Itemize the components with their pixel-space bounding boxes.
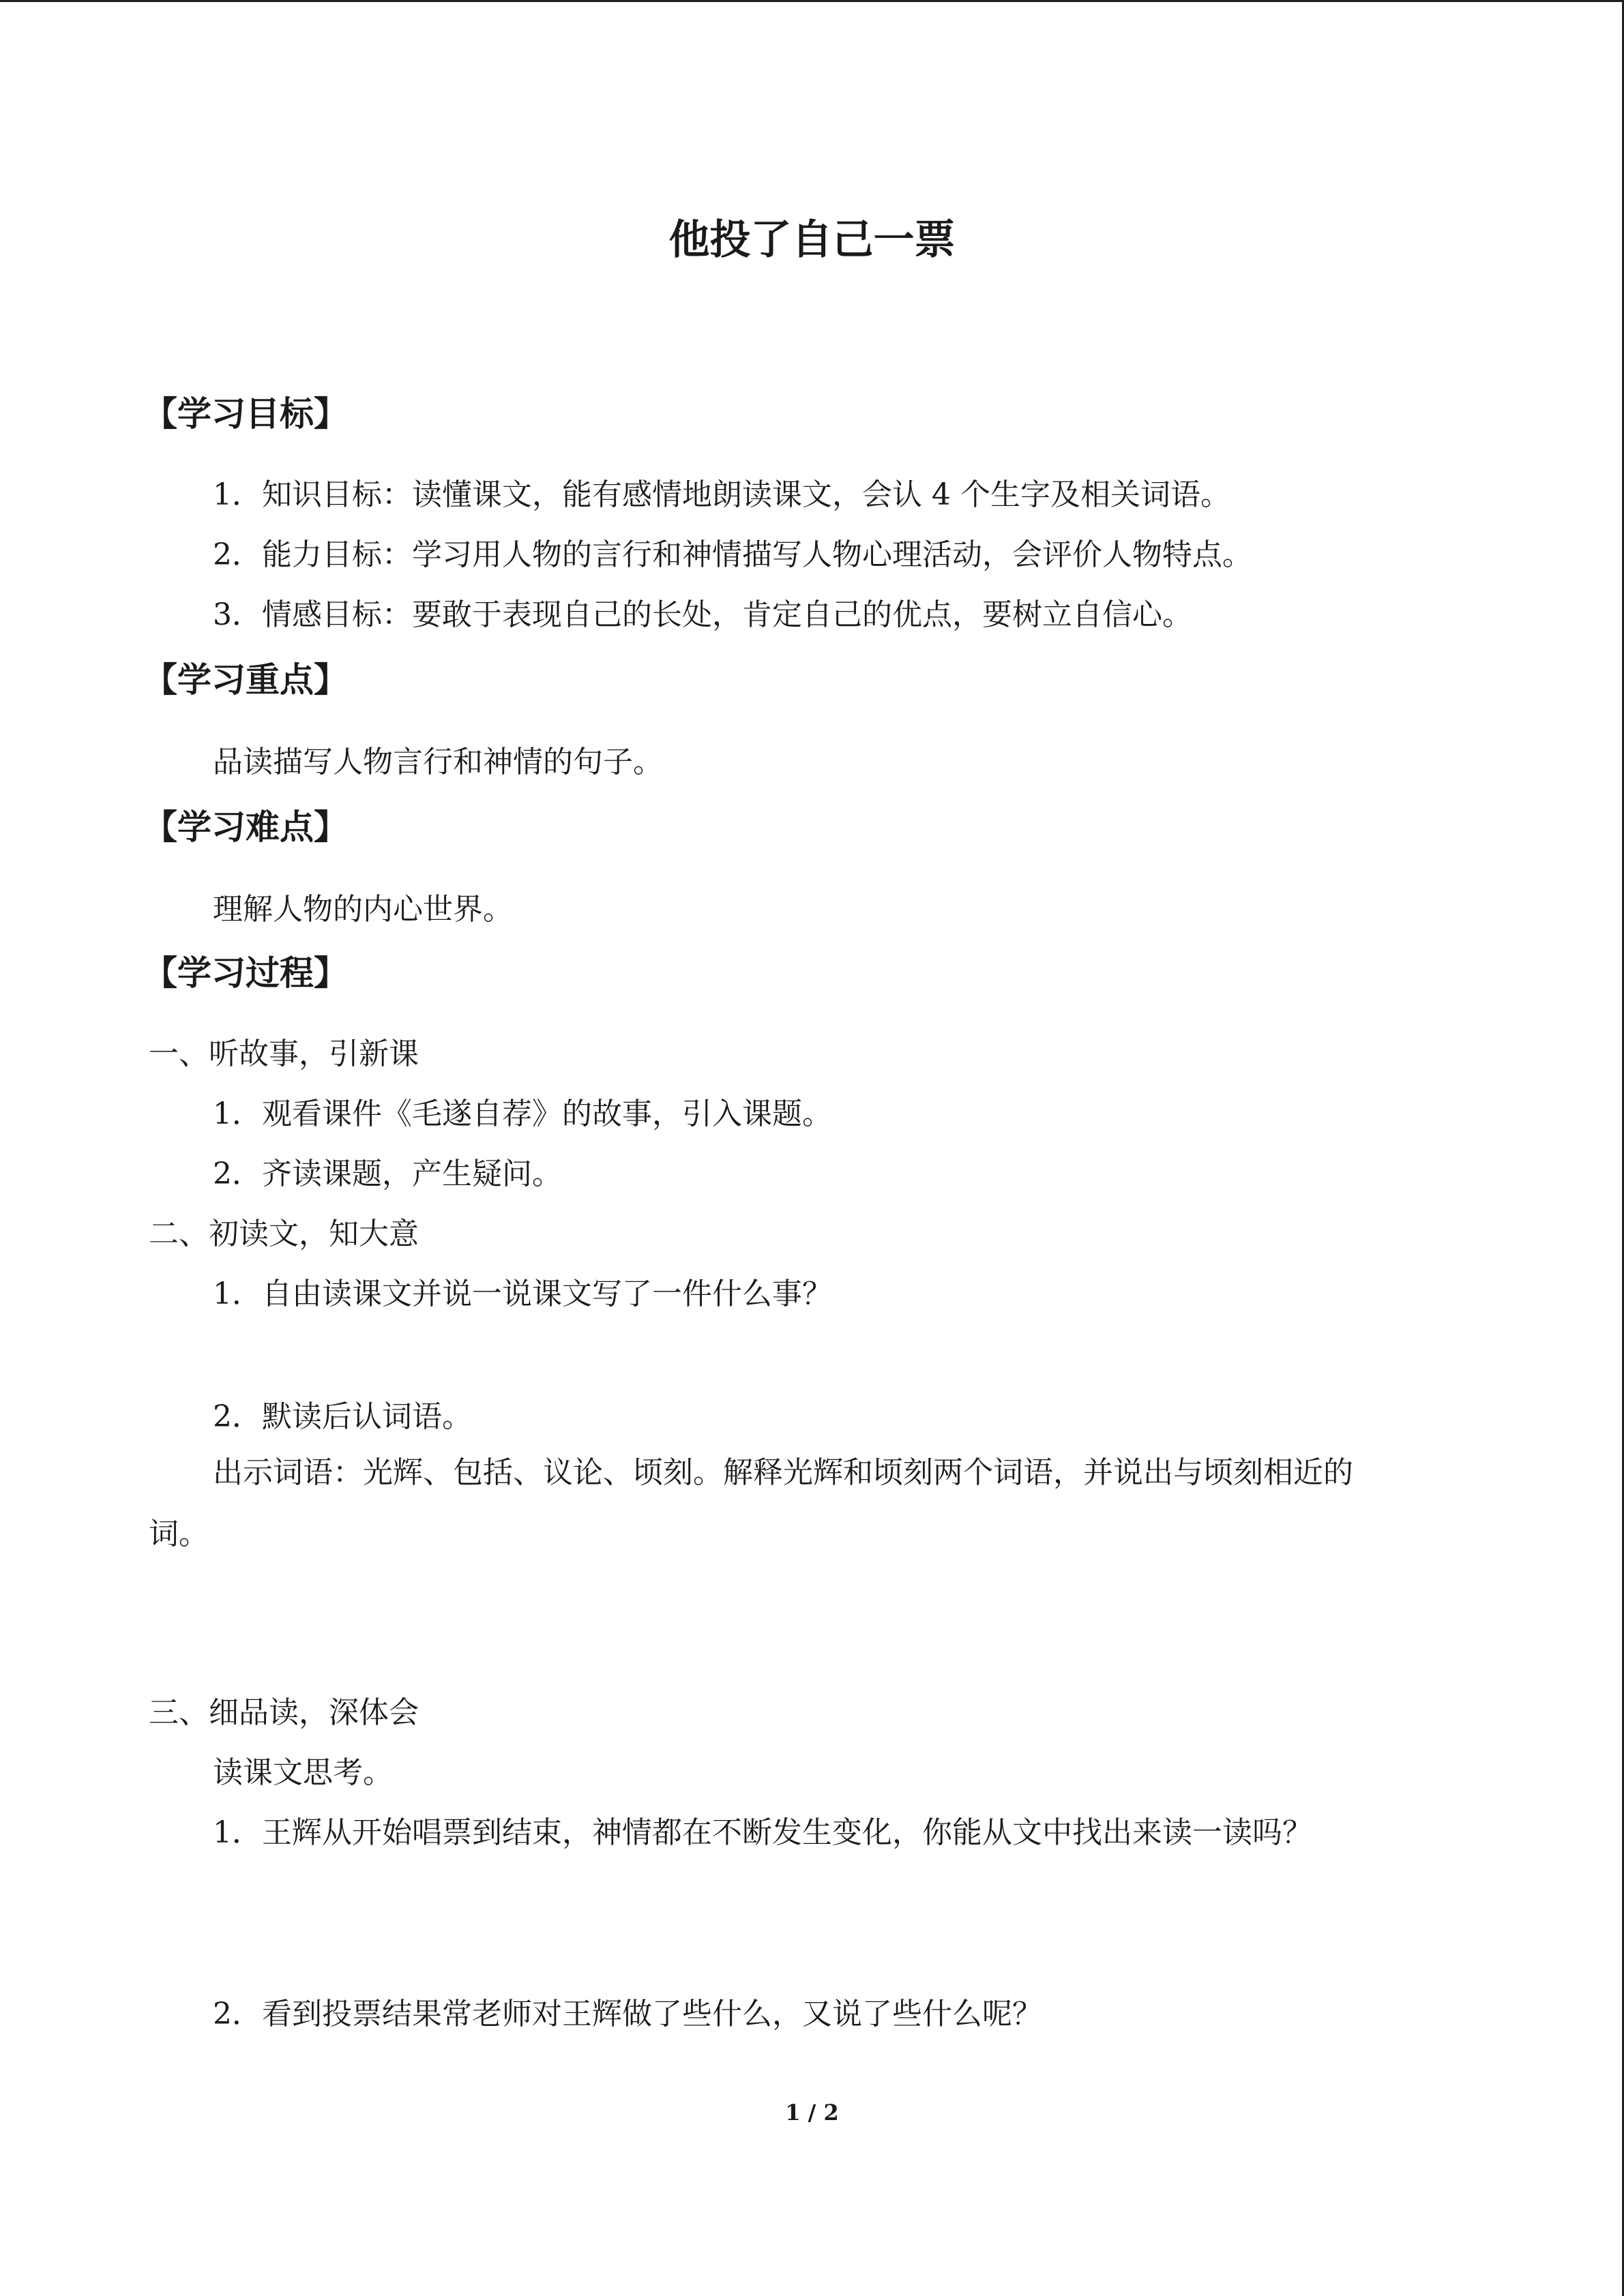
objectives-heading: 【学习目标】 [143,394,348,434]
process-part2-words: 出示词语：光辉、包括、议论、顷刻。解释光辉和顷刻两个词语，并说出与顷刻相近的 [213,1455,1353,1490]
process-part2-words-cont: 词。 [149,1517,209,1551]
process-part1-title: 一、听故事，引新课 [149,1037,419,1071]
process-part2-title: 二、初读文，知大意 [149,1217,419,1251]
page-title: 他投了自己一票 [668,216,956,264]
process-part3-item: 2．看到投票结果常老师对王辉做了些什么，又说了些什么呢？ [213,1997,1042,2031]
process-part2-item: 2．默读后认词语。 [213,1399,472,1434]
top-border [0,0,1624,2]
process-part3-intro: 读课文思考。 [213,1755,393,1790]
key-points-heading: 【学习重点】 [143,660,348,700]
process-heading: 【学习过程】 [143,953,348,993]
objective-item: 2．能力目标：学习用人物的言行和神情描写人物心理活动，会评价人物特点。 [213,537,1252,572]
key-points-text: 品读描写人物言行和神情的句子。 [213,745,663,779]
process-part2-item: 1．自由读课文并说一说课文写了一件什么事？ [213,1277,832,1311]
page-indicator: 1 / 2 [785,2100,839,2126]
difficulties-heading: 【学习难点】 [143,807,348,847]
process-part3-title: 三、细品读，深体会 [149,1695,419,1730]
difficulties-text: 理解人物的内心世界。 [213,892,513,927]
objective-item: 3．情感目标：要敢于表现自己的长处，肯定自己的优点，要树立自信心。 [213,597,1192,632]
process-part3-item: 1．王辉从开始唱票到结束，神情都在不断发生变化，你能从文中找出来读一读吗？ [213,1815,1312,1850]
objective-item: 1．知识目标：读懂课文，能有感情地朗读课文，会认 4 个生字及相关词语。 [213,477,1230,512]
process-part1-item: 1．观看课件《毛遂自荐》的故事，引入课题。 [213,1097,832,1131]
process-part1-item: 2．齐读课题，产生疑问。 [213,1157,562,1191]
